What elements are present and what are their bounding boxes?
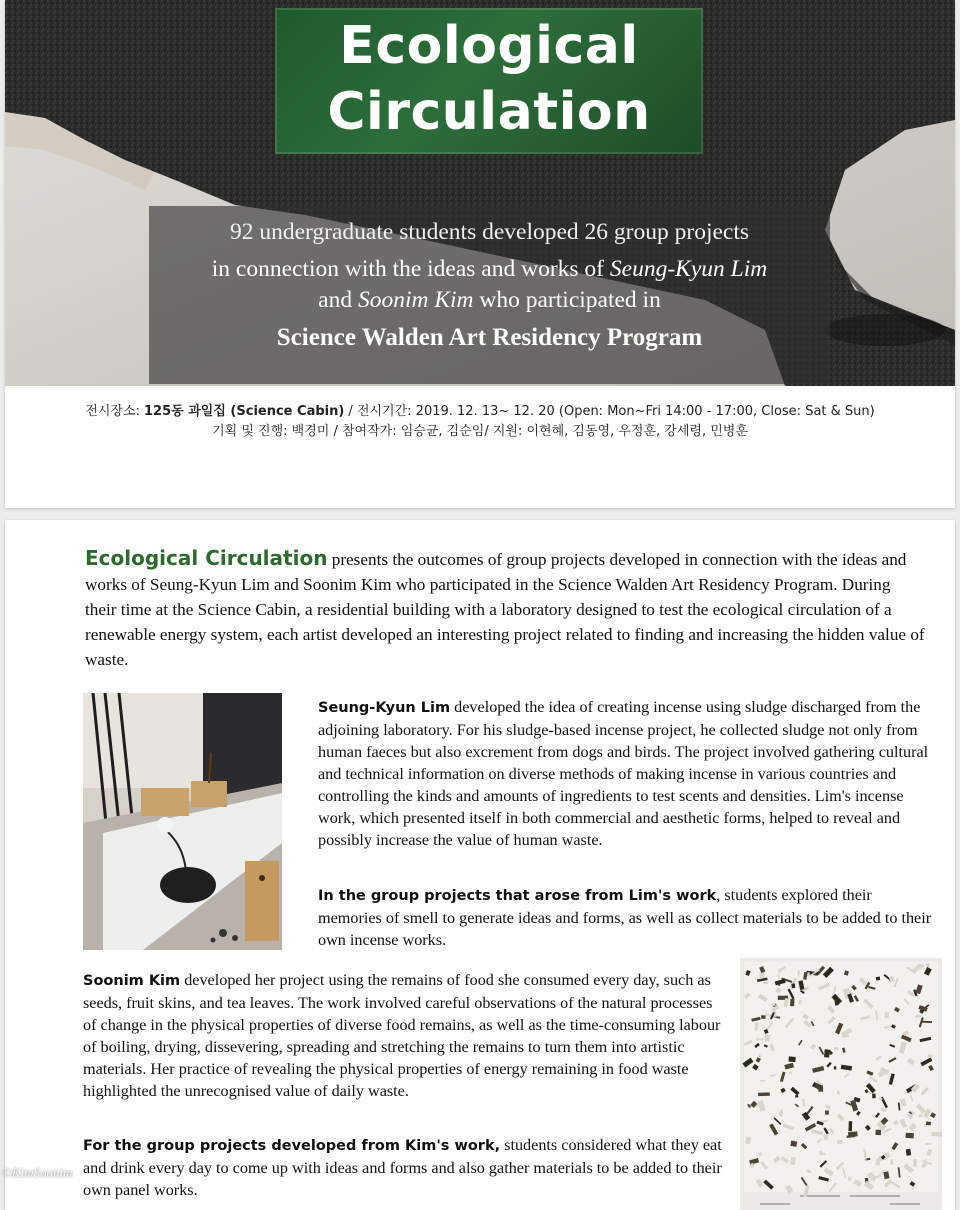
food-remains-flake xyxy=(876,1130,881,1135)
food-remains-flake xyxy=(756,1038,763,1040)
exhibition-period: / 전시기간: 2019. 12. 13~ 12. 20 (Open: Mon~Fri 14:00 - 17:00, Close: Sat & Sun) xyxy=(344,404,875,419)
food-remains-flake xyxy=(922,1021,932,1023)
kim-paragraph xyxy=(83,969,723,1102)
food-remains-flake xyxy=(759,1152,762,1156)
watermark: ©KimSoonim xyxy=(2,1165,73,1180)
exhibition-description xyxy=(5,520,955,1210)
food-remains-flake xyxy=(825,1110,829,1114)
intro-lead: Ecological Circulation xyxy=(85,546,328,570)
venue-label: 전시장소: xyxy=(85,404,145,419)
venue-name: 125동 과일집 (Science Cabin) xyxy=(144,404,345,419)
food-remains-flake xyxy=(797,970,800,976)
lim-group-lead: In the group projects that arose from Lim's work xyxy=(318,888,717,904)
incense-installation-image xyxy=(83,693,282,950)
subtitle-line-2-text: in connection with the ideas and works of xyxy=(211,256,610,282)
food-remains-flake xyxy=(822,1153,826,1155)
artist-name-kim: Soonim Kim xyxy=(357,287,474,313)
food-remains-flake xyxy=(795,1095,798,1098)
lim-group-paragraph xyxy=(318,884,933,951)
food-remains-flake xyxy=(842,1035,849,1038)
subtitle-line-3 xyxy=(149,287,830,314)
food-remains-flake xyxy=(872,1094,876,1099)
food-remains-flake xyxy=(837,1140,842,1144)
subtitle-line-1: 92 undergraduate students developed 26 group projects xyxy=(229,219,750,245)
food-remains-flake xyxy=(834,1066,836,1069)
artist-name-lim: Seung-Kyun Lim xyxy=(609,256,768,282)
poster-title-line1: Ecological xyxy=(339,16,639,76)
exhibition-info xyxy=(5,402,955,442)
food-remains-flake xyxy=(790,999,794,1007)
lim-paragraph xyxy=(318,696,933,851)
food-remains-flake xyxy=(745,1137,751,1144)
food-remains-flake xyxy=(780,1111,783,1116)
lim-group-text: , students explored their memories of smell to generate ideas and forms, as well as collect materials to be added to their own incense works. xyxy=(318,886,932,949)
incense-photo xyxy=(83,693,282,950)
poster-hero-image xyxy=(5,0,955,386)
food-remains-flake xyxy=(754,1023,758,1031)
food-remains-flake xyxy=(925,1143,931,1145)
kim-group-paragraph xyxy=(83,1134,723,1201)
food-remains-flake xyxy=(890,1159,893,1165)
food-remains-flake xyxy=(758,1092,770,1096)
title-banner xyxy=(275,8,703,154)
food-remains-flake xyxy=(913,1159,917,1167)
intro-text: presents the outcomes of group projects developed in connection with the ideas and works of Seung-Kyun Lim and Soonim Kim who participated in the Science Walden Art Residency Program. During their time at the Science Cabin, a residential building with a laboratory designed to test the ecological circulation of a renewable energy system, each artist developed an interesting project related to finding and increasing the hidden value of waste. xyxy=(85,550,925,669)
food-remains-flake xyxy=(926,963,930,967)
food-remains-flake xyxy=(906,1149,911,1156)
food-remains-flake xyxy=(848,1131,858,1137)
program-name: Science Walden Art Residency Program xyxy=(276,324,703,351)
subtitle-panel xyxy=(149,206,830,384)
poster-title-line2: Circulation xyxy=(327,82,651,142)
food-remains-flake xyxy=(931,1132,942,1137)
exhibition-poster xyxy=(5,0,955,508)
food-remains-flake xyxy=(828,1052,831,1055)
subtitle-line-3-suffix: who participated in xyxy=(473,287,661,313)
food-remains-flake xyxy=(876,977,880,981)
kim-lead: Soonim Kim xyxy=(83,973,181,989)
exhibition-info-line-2: 기획 및 진행: 백경미 / 참여작가: 임승균, 김순임/ 지원: 이현혜, 김동영, 우정훈, 강세령, 민병훈 xyxy=(212,424,748,439)
food-remains-flake xyxy=(788,1056,795,1062)
lim-lead: Seung-Kyun Lim xyxy=(318,700,451,716)
food-remains-flake xyxy=(834,1047,838,1050)
lim-text: developed the idea of creating incense using sludge discharged from the adjoining laboratory. For his sludge-based incense project, he collected sludge not only from human faeces but also excrement from dogs and birds. The project involved gathering cultural and technical information on diverse methods of making incense in various countries and controlling the kinds and amounts of ingredients to test scents and densities. Lim's incense work, which presented itself in both commercial and aesthetic forms, helped to reveal and possibly increase the value of human waste. xyxy=(318,698,929,849)
food-remains-flake xyxy=(791,983,795,988)
kim-text: developed her project using the remains of food she consumed every day, such as seeds, fruit skins, and tea leaves. The work involved careful observations of the natural processes of change in the physical properties of diverse food remains, as well as the time-consuming labour of boiling, drying, dissevering, spreading and stretching the remains to turn them into artistic materials. Her practice of revealing the physical properties of energy remaining in food waste highlighted the unrecognised value of daily waste. xyxy=(83,971,721,1100)
exhibition-info-line-1 xyxy=(5,402,955,422)
food-remains-artwork-image xyxy=(740,958,942,1210)
food-remains-flake xyxy=(848,1121,852,1131)
food-remains-flake xyxy=(760,973,765,978)
food-remains-flake xyxy=(764,1034,770,1042)
food-remains-flake xyxy=(763,981,768,984)
subtitle-line-2 xyxy=(149,256,830,283)
kim-group-text: students considered what they eat and drink every day to come up with ideas and forms and also gather materials to be added to their own panel works. xyxy=(83,1136,722,1199)
food-remains-flake xyxy=(926,1121,931,1125)
food-remains-flake xyxy=(906,1133,914,1139)
subtitle-line-3-prefix: and xyxy=(318,287,358,313)
kim-group-lead: For the group projects developed from Kim's work, xyxy=(83,1138,501,1154)
food-remains-artwork-photo xyxy=(740,958,942,1210)
intro-paragraph xyxy=(85,546,925,672)
food-remains-flake xyxy=(761,1015,766,1019)
